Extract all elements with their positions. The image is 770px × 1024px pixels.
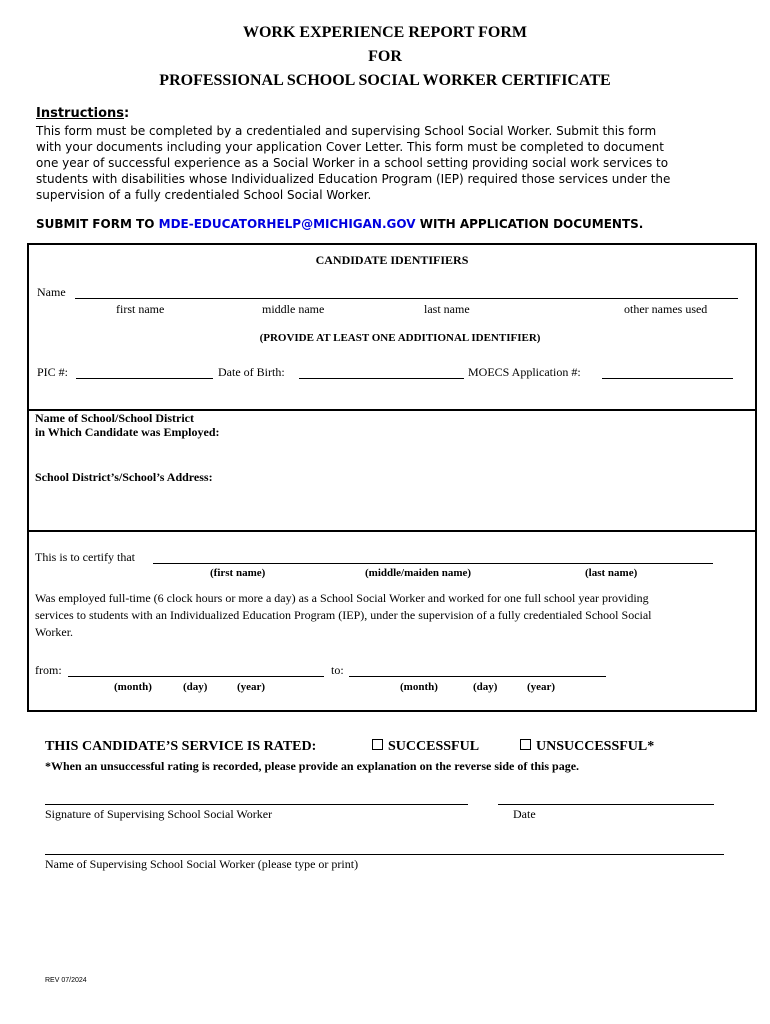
from-month-label: (month) [114,681,152,693]
school-name-label: Name of School/School District in Which Candidate was Employed: [35,411,220,439]
rating-successful-option[interactable]: SUCCESSFUL [372,739,479,755]
to-year-label: (year) [527,681,556,693]
name-label: Name [37,285,66,299]
dob-label: Date of Birth: [218,365,285,379]
submit-instructions: SUBMIT FORM TO MDE-EDUCATORHELP@MICHIGAN.GOV WITH APPLICATION DOCUMENTS. [36,217,644,231]
to-label: to: [331,663,344,677]
certify-sublabel-first: (first name) [210,567,266,579]
unsuccessful-checkbox[interactable] [520,739,531,750]
from-year-label: (year) [237,681,266,693]
instructions-line: This form must be completed by a credentialed and supervising School Social Worker. Submit this form [36,124,657,138]
pic-label: PIC #: [37,365,69,379]
revision-label: REV 07/2024 [45,977,87,984]
form-title-line1: WORK EXPERIENCE REPORT FORM [242,24,528,41]
instructions-line: supervision of a fully credentialed School Social Worker. [36,188,372,202]
form-title-line2: FOR [368,48,402,65]
name-sublabel-last: last name [424,302,470,316]
instructions-line: students with disabilities whose Individualized Education Program (IEP) required those services under the [36,172,671,186]
name-sublabel-middle: middle name [262,302,325,316]
to-month-label: (month) [400,681,438,693]
candidate-identifiers-section [27,243,757,411]
school-address-label: School District’s/School’s Address: [35,470,213,484]
from-label: from: [35,663,62,677]
name-sublabel-other: other names used [624,302,708,316]
certify-sublabel-middle: (middle/maiden name) [365,567,472,579]
from-day-label: (day) [183,681,208,693]
instructions-line: with your documents including your application Cover Letter. This form must be completed to document [36,140,664,154]
rating-unsuccessful-option[interactable]: UNSUCCESSFUL* [520,739,654,755]
candidate-identifiers-heading: CANDIDATE IDENTIFIERS [315,253,469,267]
name-sublabel-first: first name [116,302,165,316]
moecs-label: MOECS Application #: [468,365,581,379]
to-day-label: (day) [473,681,498,693]
certify-label: This is to certify that [35,550,135,564]
successful-checkbox[interactable] [372,739,383,750]
unsuccessful-note: *When an unsuccessful rating is recorded, please provide an explanation on the reverse side of this page. [45,759,580,773]
employment-statement: Was employed full-time (6 clock hours or more a day) as a School Social Worker and worked for one full school year providing services to students with an Individualized Education Program (IEP), under the supervision of a fully credentialed School Social Worker. [35,591,652,639]
form-title-line3: PROFESSIONAL SCHOOL SOCIAL WORKER CERTIFICATE [159,72,611,89]
signature-label: Signature of Supervising School Social Worker [45,807,273,821]
name-field[interactable] [75,298,738,299]
signature-date-field[interactable] [498,804,714,805]
instructions-line: one year of successful experience as a Social Worker in a school setting providing social work services to [36,156,669,170]
instructions-text [36,123,670,203]
from-date-field[interactable] [68,676,324,677]
certify-sublabel-last: (last name) [585,567,638,579]
supervisor-name-field[interactable] [45,854,724,855]
moecs-field[interactable] [602,378,733,379]
to-date-field[interactable] [349,676,606,677]
supervisor-name-label: Name of Supervising School Social Worker (please type or print) [45,857,359,871]
signature-field[interactable] [45,804,468,805]
dob-field[interactable] [299,378,464,379]
pic-field[interactable] [76,378,213,379]
rating-label: THIS CANDIDATE’S SERVICE IS RATED: [45,739,317,754]
additional-identifier-note: (PROVIDE AT LEAST ONE ADDITIONAL IDENTIFIER) [259,332,541,344]
submit-email-link[interactable]: MDE-EDUCATORHELP@MICHIGAN.GOV [158,217,416,231]
certify-name-field[interactable] [153,563,713,564]
signature-date-label: Date [513,807,536,821]
instructions-heading: Instructions: [36,106,130,121]
